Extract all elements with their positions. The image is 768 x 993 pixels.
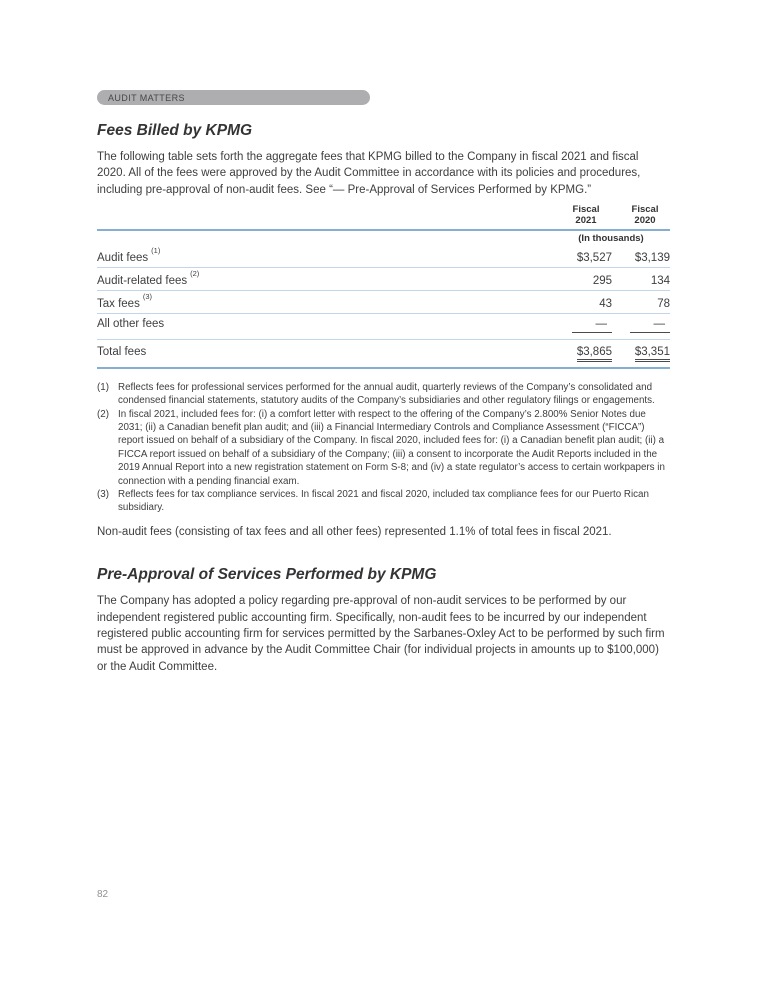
row-label: Tax fees	[97, 297, 140, 310]
footnote-text: In fiscal 2021, included fees for: (i) a comfort letter with respect to the offering of the Company’s 2.800% Senior Notes due 2031; (ii) a Canadian benefit plan audit; and (iii) a Financial Intermediary Controls and Compliance Assessment (“FICCA”) report issued on behalf of a subsidiary of the Company. In fiscal 2020, included fees for: (i) a Canadian benefit plan audit; (ii) a FICCA report issued on behalf of a subsidiary of the Company; (iii) a consent to incorporate the Audit Reports included in the 2019 Annual Report into a new registration statement on Form S-8; and (iv) a state regulator’s access to certain workpapers in connection with a pending financial exam.	[118, 408, 665, 487]
preapproval-paragraph: The Company has adopted a policy regarding pre-approval of non-audit services to be performed by our independent registered public accounting firm. Specifically, non-audit fees to be incurred by our independent registered public accounting firm for services permitted by the Sarbanes-Oxley Act to be performed by such firm must be approved in advance by the Audit Committee Chair (for individual projects in amounts up to $100,000) or the Audit Committee.	[97, 595, 665, 673]
value-fy2020: —	[630, 318, 670, 333]
preapproval-section-title: Pre-Approval of Services Performed by KPMG	[97, 566, 437, 584]
table-row-all-other-fees	[97, 314, 670, 340]
footnote-number: (1)	[97, 381, 109, 393]
fees-table	[97, 205, 670, 368]
value-fy2020: 134	[650, 274, 670, 287]
value-fy2020: $3,139	[634, 252, 670, 265]
footnote-3	[97, 488, 670, 515]
table-row-audit-fees	[97, 245, 670, 268]
value-fy2021: 295	[592, 274, 612, 287]
footnote-number: (2)	[97, 408, 109, 420]
non-audit-fees-note: Non-audit fees (consisting of tax fees and all other fees) represented 1.1% of total fees in fiscal 2021.	[97, 525, 612, 538]
table-row-total-fees	[97, 340, 670, 367]
section-badge-label: AUDIT MATTERS	[108, 92, 185, 103]
footnote-1	[97, 381, 670, 408]
value-fy2020: 78	[657, 297, 670, 310]
footnote-text: Reflects fees for tax compliance services. In fiscal 2021 and fiscal 2020, included tax compliance fees for our Puerto Rican subsidiary.	[118, 488, 649, 514]
value-fy2020: $3,351	[635, 346, 670, 362]
row-label: All other fees	[97, 317, 165, 330]
footnote-number: (3)	[97, 488, 109, 500]
value-fy2021: $3,865	[577, 346, 612, 362]
row-label: Total fees	[97, 345, 147, 358]
fees-intro-paragraph: The following table sets forth the aggregate fees that KPMG billed to the Company in fiscal 2021 and fiscal 2020. All of the fees were approved by the Audit Committee in accordance with its policies and procedures, including pre-approval of non-audit fees. See “— Pre-Approval of Services Performed by KPMG.”	[97, 151, 641, 196]
footnotes	[97, 381, 670, 515]
col-header-fiscal-2020: Fiscal 2020	[631, 204, 659, 226]
page-content	[97, 90, 670, 675]
footnote-ref: (1)	[151, 246, 161, 256]
value-fy2021: —	[572, 318, 612, 333]
fees-table-header	[97, 205, 670, 231]
page-number: 82	[97, 889, 109, 900]
section-badge	[97, 90, 370, 105]
table-row-tax-fees	[97, 291, 670, 314]
value-fy2021: 43	[599, 297, 612, 310]
row-label: Audit fees	[97, 252, 149, 265]
units-row	[97, 231, 670, 245]
col-header-fiscal-2021: Fiscal 2021	[572, 204, 600, 226]
footnote-ref: (2)	[190, 269, 200, 279]
row-label: Audit-related fees	[97, 274, 188, 287]
fees-section-title: Fees Billed by KPMG	[97, 122, 253, 139]
footnote-text: Reflects fees for professional services performed for the annual audit, quarterly reviews of the Company’s consolidated and condensed financial statements, statutory audits of the Company’s subsidiaries and other regulatory filings or engagements.	[118, 381, 655, 407]
units-note: (In thousands)	[578, 233, 644, 245]
value-fy2021: $3,527	[576, 252, 612, 265]
table-row-audit-related-fees	[97, 268, 670, 291]
footnote-ref: (3)	[142, 291, 152, 301]
footnote-2	[97, 408, 670, 488]
